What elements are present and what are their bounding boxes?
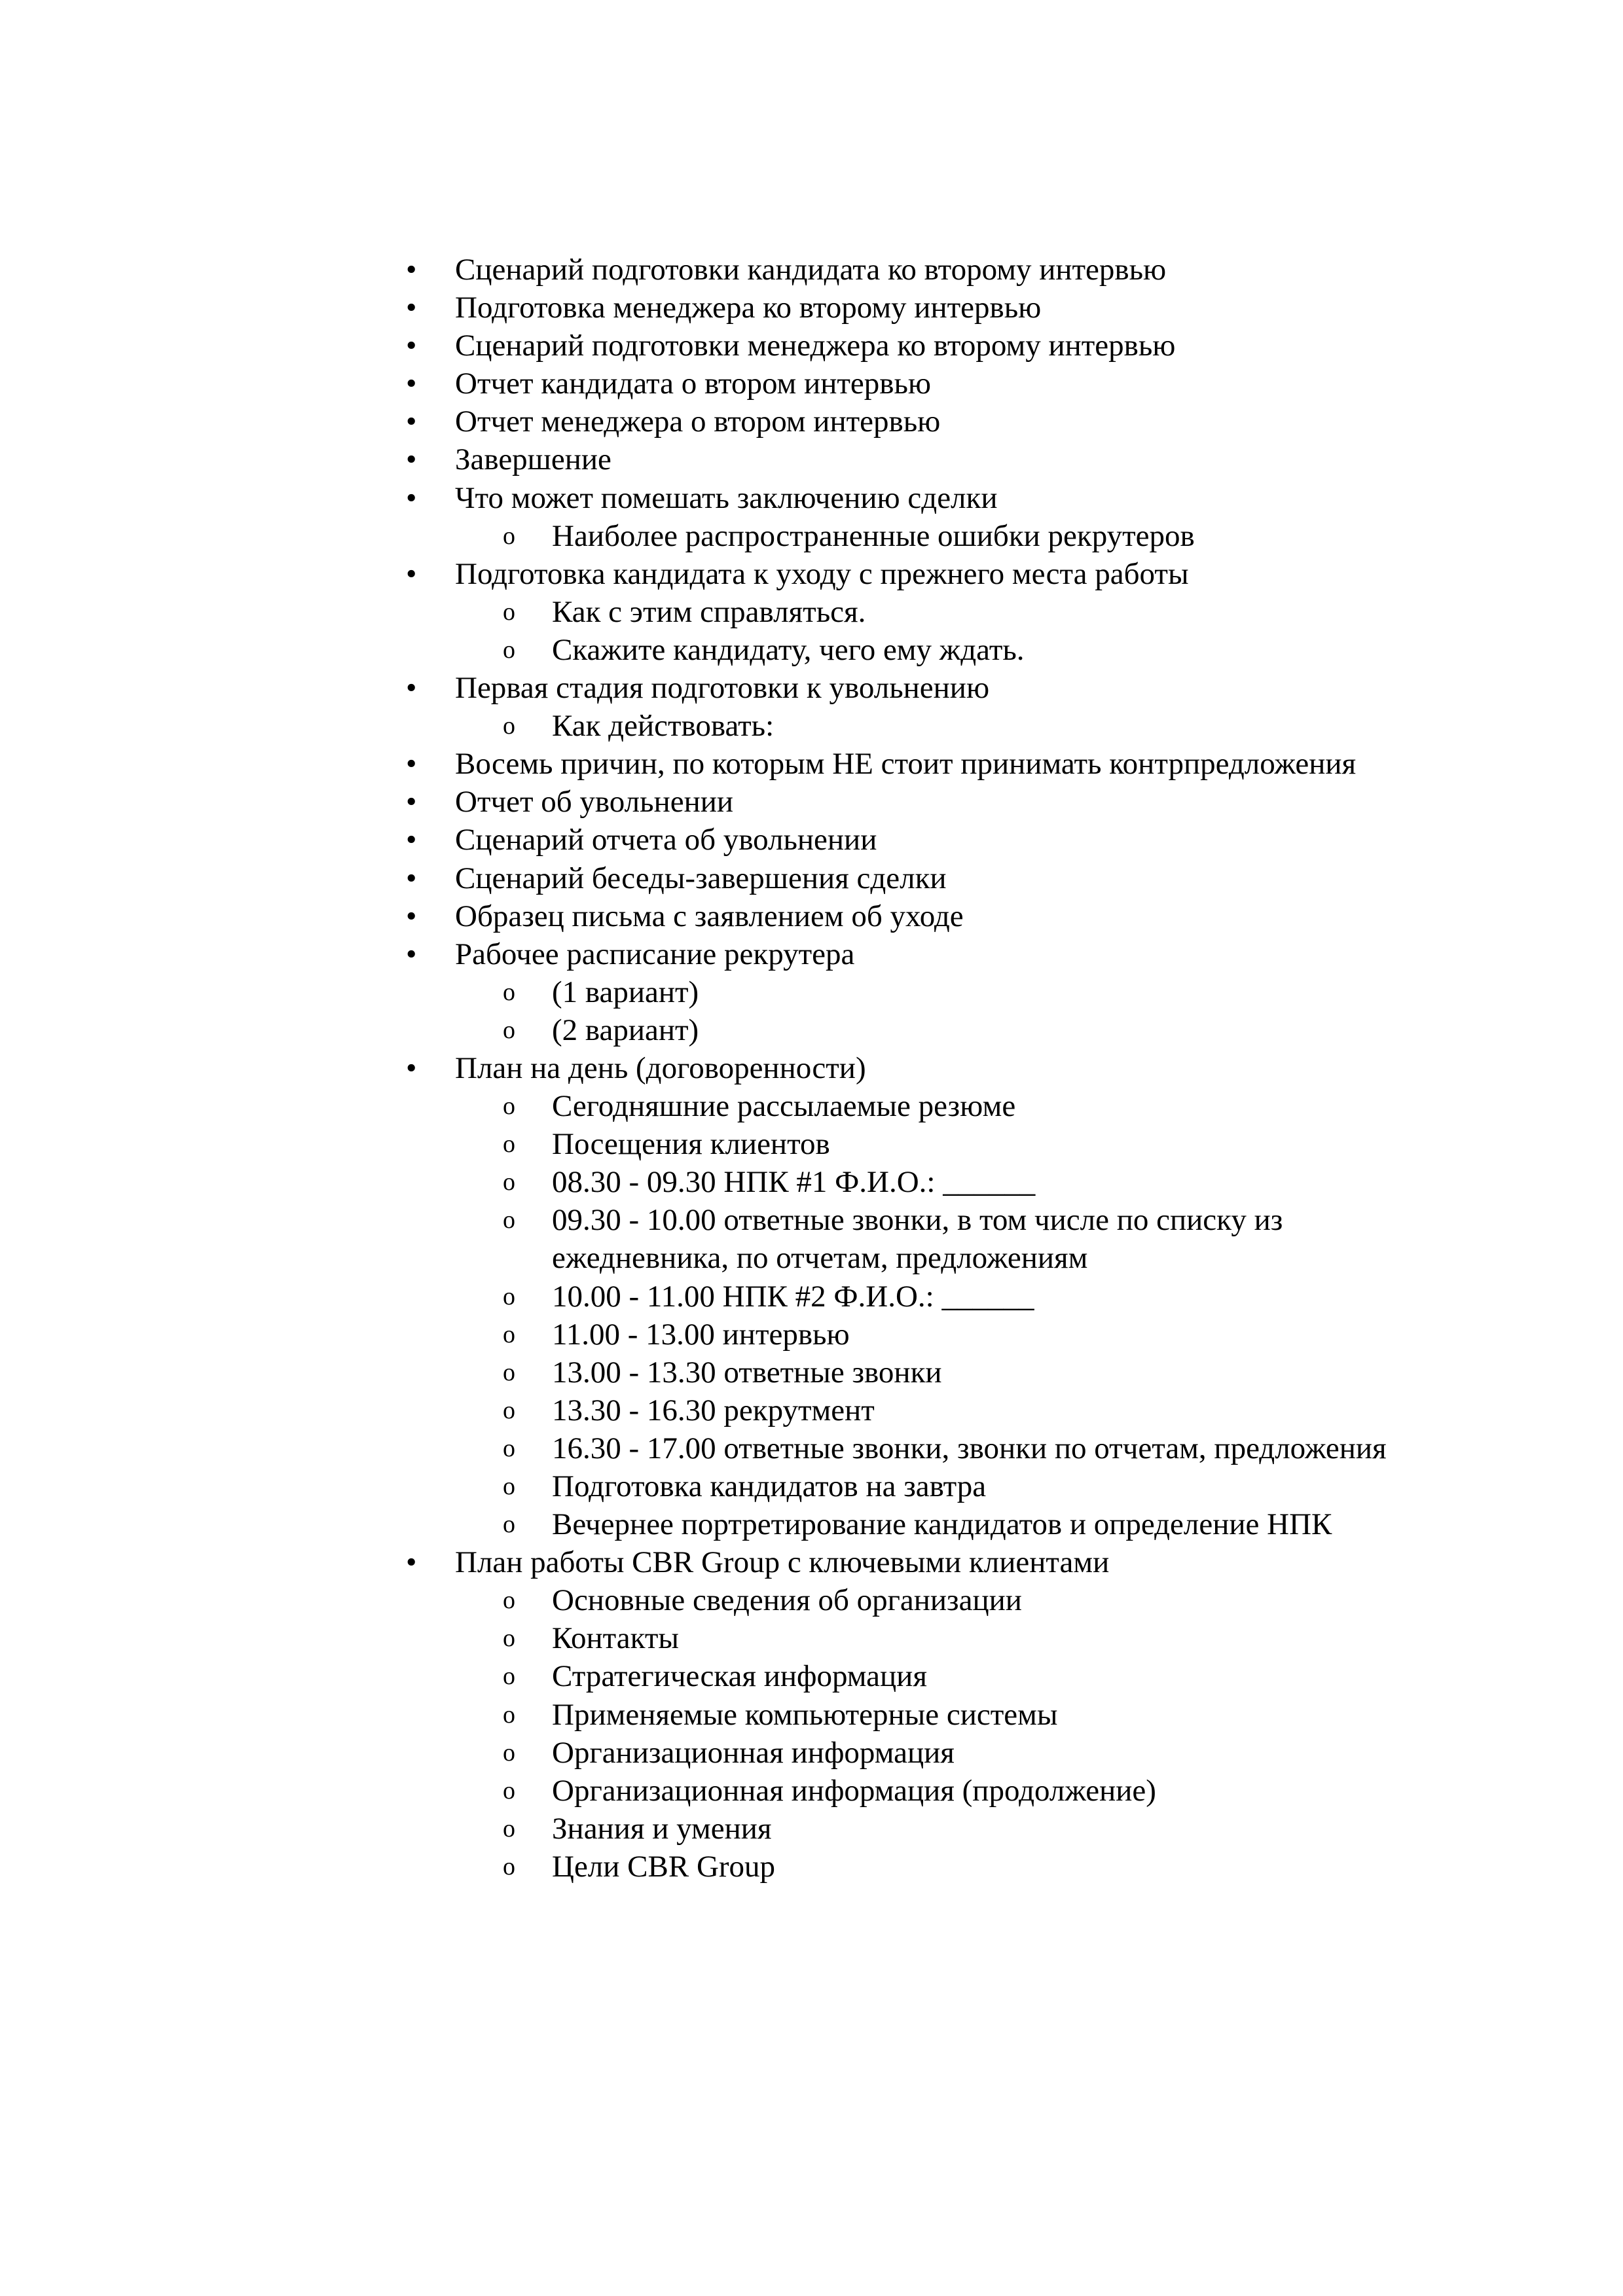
sub-list-item bbox=[0, 1734, 1390, 1772]
sub-list-item bbox=[0, 593, 1390, 631]
sub-list-item bbox=[0, 1354, 1390, 1391]
circle-bullet-icon: o bbox=[503, 1206, 515, 1234]
bullet-icon: • bbox=[406, 404, 417, 439]
circle-bullet-icon: o bbox=[503, 1473, 515, 1500]
list-item bbox=[0, 440, 1404, 478]
bullet-icon: • bbox=[406, 823, 417, 857]
circle-bullet-icon: o bbox=[503, 522, 515, 550]
list-item bbox=[0, 821, 1404, 859]
list-item-text: Организационная информация (продолжение) bbox=[552, 1773, 1156, 1808]
circle-bullet-icon: o bbox=[503, 1358, 515, 1386]
circle-bullet-icon: o bbox=[503, 1587, 515, 1615]
list-item-text: Цели CBR Group bbox=[552, 1849, 776, 1884]
list-item-text: Отчет менеджера о втором интервью bbox=[455, 404, 941, 439]
bullet-icon: • bbox=[406, 367, 417, 401]
sub-list-item bbox=[0, 1011, 1390, 1049]
sub-list-item bbox=[0, 1581, 1390, 1619]
list-item bbox=[0, 669, 1404, 707]
list-item-text: Сценарий подготовки менеджера ко второму интервью bbox=[455, 329, 1176, 363]
sub-list-item bbox=[0, 1163, 1390, 1201]
sub-list-item bbox=[0, 1391, 1390, 1429]
list-item bbox=[0, 859, 1404, 897]
list-item-text: Организационная информация bbox=[552, 1735, 955, 1770]
circle-bullet-icon: o bbox=[503, 1624, 515, 1653]
sub-list-item bbox=[0, 707, 1390, 745]
list-item-text: Рабочее расписание рекрутера bbox=[455, 937, 855, 971]
circle-bullet-icon: o bbox=[503, 1130, 515, 1158]
circle-bullet-icon: o bbox=[503, 978, 515, 1006]
bullet-outline bbox=[0, 251, 1623, 1886]
list-item-text: (1 вариант) bbox=[552, 975, 699, 1009]
list-item-text: 09.30 - 10.00 ответные звонки, в том числе по списку из ежедневника, по отчетам, предложениям bbox=[552, 1203, 1283, 1276]
list-item bbox=[0, 1543, 1404, 1581]
list-item-text: Вечернее портретирование кандидатов и определение НПК bbox=[552, 1507, 1332, 1542]
bullet-icon: • bbox=[406, 671, 417, 706]
bullet-icon: • bbox=[406, 1050, 417, 1085]
sub-list-item bbox=[0, 973, 1390, 1011]
list-item bbox=[0, 327, 1404, 365]
list-item-text: Стратегическая информация bbox=[552, 1659, 927, 1694]
sub-list-item bbox=[0, 1505, 1521, 1543]
list-item-text: 11.00 - 13.00 интервью bbox=[552, 1317, 850, 1352]
list-item-text: Скажите кандидату, чего ему ждать. bbox=[552, 632, 1025, 667]
bullet-icon: • bbox=[406, 556, 417, 591]
list-item-text: (2 вариант) bbox=[552, 1013, 699, 1047]
sub-list-item bbox=[0, 1848, 1390, 1886]
circle-bullet-icon: o bbox=[503, 1092, 515, 1121]
list-item-text: Что может помешать заключению сделки bbox=[455, 480, 998, 515]
list-item bbox=[0, 1049, 1404, 1087]
sub-list-item bbox=[0, 1657, 1390, 1695]
list-item-text: 13.00 - 13.30 ответные звонки bbox=[552, 1355, 942, 1390]
sub-list-item bbox=[0, 1619, 1390, 1657]
circle-bullet-icon: o bbox=[503, 1396, 515, 1424]
circle-bullet-icon: o bbox=[503, 1852, 515, 1880]
list-item-text: Отчет об увольнении bbox=[455, 785, 734, 819]
circle-bullet-icon: o bbox=[503, 1016, 515, 1044]
list-item-text: Завершение bbox=[455, 442, 611, 477]
list-item-text: 10.00 - 11.00 НПК #2 Ф.И.О.: ______ bbox=[552, 1279, 1034, 1314]
circle-bullet-icon: o bbox=[503, 1282, 515, 1310]
circle-bullet-icon: o bbox=[503, 1168, 515, 1196]
list-item bbox=[0, 365, 1404, 403]
list-item-text: Подготовка кандидата к уходу с прежнего места работы bbox=[455, 556, 1189, 591]
bullet-icon: • bbox=[406, 480, 417, 515]
sub-list-item bbox=[0, 517, 1390, 555]
list-item-text: Основные сведения об организации bbox=[552, 1583, 1022, 1618]
bullet-icon: • bbox=[406, 861, 417, 895]
list-item bbox=[0, 479, 1404, 517]
list-item-text: Подготовка менеджера ко второму интервью bbox=[455, 291, 1042, 325]
list-item-text: Посещения клиентов bbox=[552, 1127, 830, 1162]
list-item-text: 13.30 - 16.30 рекрутмент bbox=[552, 1393, 875, 1427]
list-item bbox=[0, 555, 1404, 593]
list-item bbox=[0, 251, 1404, 289]
list-item-text: Сценарий подготовки кандидата ко второму интервью bbox=[455, 253, 1167, 287]
circle-bullet-icon: o bbox=[503, 1320, 515, 1348]
list-item bbox=[0, 289, 1404, 327]
circle-bullet-icon: o bbox=[503, 636, 515, 664]
sub-list-item bbox=[0, 1087, 1390, 1125]
list-item-text: План на день (договоренности) bbox=[455, 1050, 866, 1085]
sub-list-item bbox=[0, 631, 1390, 669]
list-item-text: Первая стадия подготовки к увольнению bbox=[455, 671, 990, 706]
list-item-text: Образец письма с заявлением об уходе bbox=[455, 899, 964, 933]
sub-list-item bbox=[0, 1696, 1390, 1734]
bullet-icon: • bbox=[406, 937, 417, 971]
list-item-text: Как действовать: bbox=[552, 709, 775, 744]
list-item bbox=[0, 935, 1404, 973]
sub-list-item bbox=[0, 1810, 1390, 1848]
circle-bullet-icon: o bbox=[503, 1814, 515, 1842]
list-item-text: План работы CBR Group с ключевыми клиентами bbox=[455, 1545, 1110, 1580]
bullet-icon: • bbox=[406, 747, 417, 781]
list-item-text: Контакты bbox=[552, 1621, 679, 1656]
circle-bullet-icon: o bbox=[503, 598, 515, 626]
list-item-text: 16.30 - 17.00 ответные звонки, звонки по отчетам, предложения bbox=[552, 1431, 1387, 1465]
bullet-icon: • bbox=[406, 785, 417, 819]
list-item-text: Как с этим справляться. bbox=[552, 594, 866, 629]
list-item-text: Отчет кандидата о втором интервью bbox=[455, 367, 931, 401]
list-item-text: Восемь причин, по которым НЕ стоит принимать контрпредложения bbox=[455, 747, 1357, 781]
bullet-icon: • bbox=[406, 899, 417, 933]
sub-list-item bbox=[0, 1125, 1390, 1163]
list-item bbox=[0, 403, 1404, 440]
sub-list-item bbox=[0, 1201, 1390, 1277]
circle-bullet-icon: o bbox=[503, 1738, 515, 1767]
bullet-icon: • bbox=[406, 291, 417, 325]
sub-list-item bbox=[0, 1316, 1390, 1354]
sub-list-item bbox=[0, 1772, 1390, 1810]
list-item-text: Сегодняшние рассылаемые резюме bbox=[552, 1089, 1016, 1124]
list-item-text: 08.30 - 09.30 НПК #1 Ф.И.О.: ______ bbox=[552, 1165, 1036, 1200]
bullet-icon: • bbox=[406, 329, 417, 363]
list-item-text: Применяемые компьютерные системы bbox=[552, 1697, 1058, 1732]
circle-bullet-icon: o bbox=[503, 712, 515, 740]
circle-bullet-icon: o bbox=[503, 1776, 515, 1804]
sub-list-item bbox=[0, 1467, 1390, 1505]
list-item bbox=[0, 897, 1404, 935]
list-item bbox=[0, 745, 1404, 783]
bullet-icon: • bbox=[406, 442, 417, 477]
list-item-text: Сценарий отчета об увольнении bbox=[455, 823, 877, 857]
list-item-text: Знания и умения bbox=[552, 1811, 772, 1846]
list-item-text: Сценарий беседы-завершения сделки bbox=[455, 861, 947, 895]
circle-bullet-icon: o bbox=[503, 1662, 515, 1691]
list-item-text: Подготовка кандидатов на завтра bbox=[552, 1469, 987, 1503]
sub-list-item bbox=[0, 1278, 1390, 1316]
circle-bullet-icon: o bbox=[503, 1511, 515, 1539]
list-item bbox=[0, 783, 1404, 821]
sub-list-item bbox=[0, 1429, 1390, 1467]
circle-bullet-icon: o bbox=[503, 1700, 515, 1729]
bullet-icon: • bbox=[406, 253, 417, 287]
circle-bullet-icon: o bbox=[503, 1434, 515, 1462]
bullet-icon: • bbox=[406, 1545, 417, 1580]
list-item-text: Наиболее распространенные ошибки рекрутеров bbox=[552, 518, 1195, 553]
